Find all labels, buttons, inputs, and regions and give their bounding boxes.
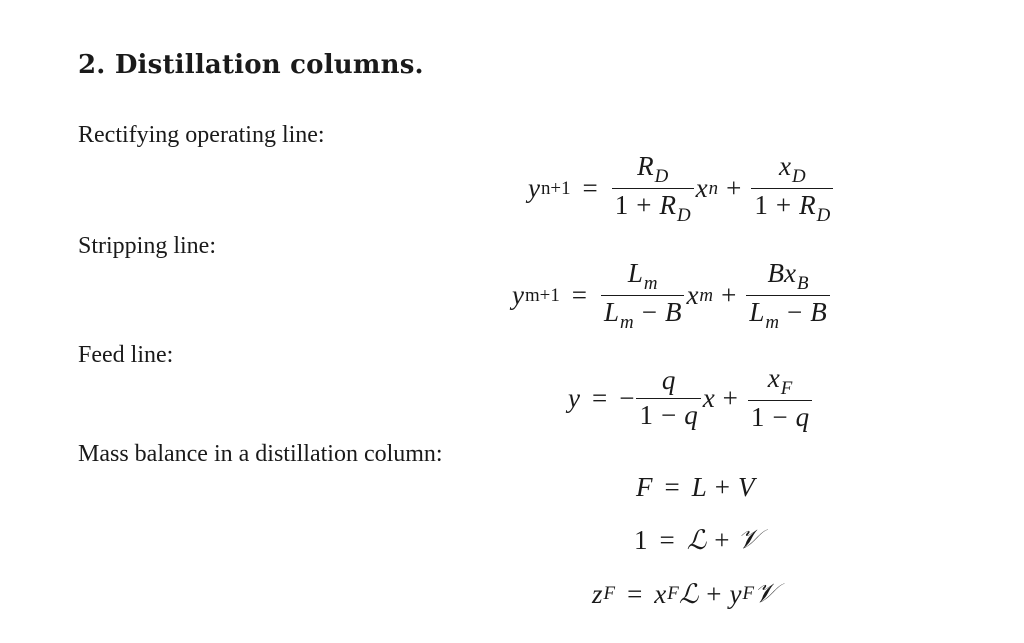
mass-balance-equation-2: 1 = ℒ + 𝒱 bbox=[634, 524, 760, 556]
feed-label: Feed line: bbox=[78, 342, 174, 368]
feed-equation: y = − $\frac{q}{1 - q}$ x + $\frac{x_F}{1 - q}$ bbox=[568, 362, 814, 435]
section-heading bbox=[78, 50, 424, 80]
section-number: 2. bbox=[78, 50, 106, 80]
stripping-label: Stripping line: bbox=[78, 233, 216, 259]
mass-balance-label: Mass balance in a distillation column: bbox=[78, 441, 443, 467]
mass-balance-equation-1: F = L + V bbox=[636, 472, 755, 502]
mass-balance-equation-3: z F = x F ℒ + y F 𝒱 bbox=[592, 578, 777, 610]
rectifying-equation: y n+1 = $\frac{R_D}{1 + R_D}$ x n + $\frac{x_D}{1 + R_D}$ bbox=[528, 150, 835, 227]
rectifying-label: Rectifying operating line: bbox=[78, 122, 325, 148]
stripping-equation: y m+1 = $\frac{L_m}{L_m - B}$ x m + $\frac{Bx_B}{L_m - B}$ bbox=[512, 257, 832, 334]
section-title: Distillation columns. bbox=[114, 50, 424, 80]
